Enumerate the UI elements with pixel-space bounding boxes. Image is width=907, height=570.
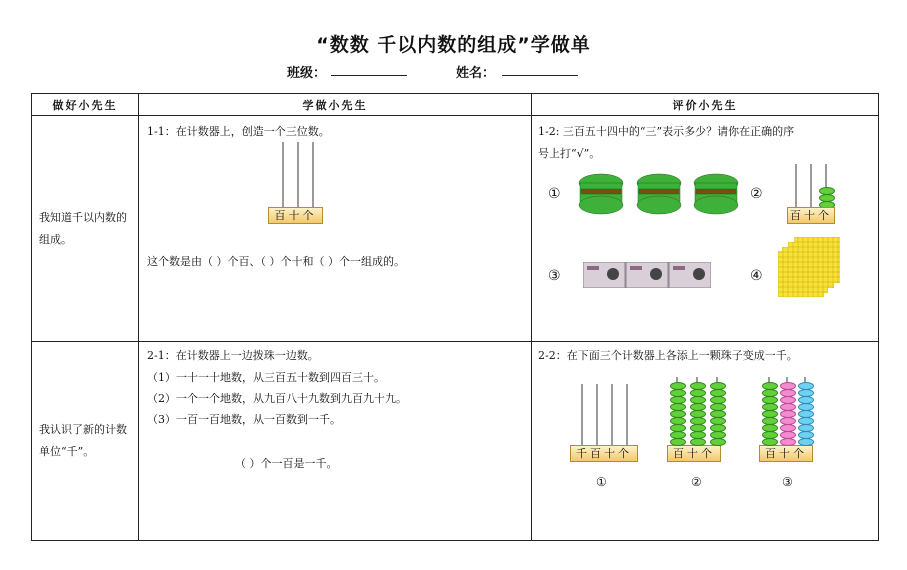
abacus-bead[interactable]	[762, 417, 778, 425]
abacus-bead[interactable]	[690, 396, 706, 404]
option-3-banknotes	[583, 262, 711, 288]
abacus-bead[interactable]	[670, 382, 686, 390]
fill-blank-1-1[interactable]: 这个数是由（ ）个百、（ ）个十和（ ）个一组成的。	[147, 255, 405, 268]
task-2-2: 2-2：在下面三个计数器上各添上一颗珠子变成一千。	[538, 349, 798, 362]
task-2-1-item-3: （3）一百一百地数，从一百数到一千。	[147, 413, 341, 426]
abacus-bead[interactable]	[710, 382, 726, 390]
abacus-bead[interactable]	[670, 438, 686, 446]
abacus-bead[interactable]	[710, 410, 726, 418]
abacus-bead[interactable]	[710, 438, 726, 446]
name-label: 姓名：	[456, 66, 496, 81]
row1-eval-cell	[532, 116, 879, 342]
abacus-bead[interactable]	[710, 403, 726, 411]
abacus-bead[interactable]	[690, 382, 706, 390]
fill-blank-2-1[interactable]: （ ）个一百是一千。	[235, 457, 338, 470]
task-2-1: 2-1：在计数器上一边拨珠一边数。	[147, 349, 319, 362]
abacus-bead[interactable]	[690, 403, 706, 411]
row2-learn-cell	[139, 342, 532, 541]
abacus-bead[interactable]	[762, 424, 778, 432]
abacus-bead[interactable]	[762, 410, 778, 418]
column-header-1: 做好小先生	[32, 94, 139, 116]
abacus-2-mark: ②	[691, 475, 702, 489]
column-header-3: 评价小先生	[532, 94, 879, 116]
abacus-bead[interactable]	[670, 389, 686, 397]
abacus-bead[interactable]	[798, 389, 814, 397]
option-1-bundles-of-sticks	[573, 171, 750, 219]
page-title: “数数 千以内数的组成”学做单	[316, 34, 591, 56]
abacus-bead[interactable]	[690, 431, 706, 439]
abacus-bead[interactable]	[798, 417, 814, 425]
task-1-1: 1-1：在计数器上，创造一个三位数。	[147, 125, 330, 138]
class-label: 班级：	[287, 66, 327, 81]
row2-goal-text: 我认识了新的计数单位“千”。	[39, 423, 127, 458]
abacus-bead[interactable]	[690, 438, 706, 446]
abacus-1-base: 千百十个	[570, 445, 638, 462]
abacus-bead[interactable]	[780, 403, 796, 411]
abacus-bead[interactable]	[780, 410, 796, 418]
task-2-1-item-1: （1）一十一十地数，从三百五十数到四百三十。	[147, 371, 385, 384]
abacus-3-base: 百十个	[759, 445, 813, 462]
abacus-bead[interactable]	[798, 438, 814, 446]
option-2-abacus-base: 百十个	[787, 207, 835, 224]
row1-learn-cell	[139, 116, 532, 342]
option-3-mark[interactable]: ③	[548, 268, 561, 284]
task-2-1-item-2: （2）一个一个地数，从九百八十九数到九百九十九。	[147, 392, 407, 405]
abacus-bead[interactable]	[690, 424, 706, 432]
option-2-mark[interactable]: ②	[750, 186, 763, 202]
abacus-bead[interactable]	[780, 396, 796, 404]
class-field[interactable]	[331, 75, 407, 76]
abacus-1-mark: ①	[596, 475, 607, 489]
abacus-base: 百十个	[268, 207, 323, 224]
abacus-bead[interactable]	[710, 417, 726, 425]
abacus-bead[interactable]	[798, 424, 814, 432]
abacus-bead[interactable]	[780, 438, 796, 446]
abacus-bead[interactable]	[690, 389, 706, 397]
option-1-mark[interactable]: ①	[548, 186, 561, 202]
row1-goal	[32, 116, 139, 342]
abacus-bead[interactable]	[798, 431, 814, 439]
abacus-bead[interactable]	[780, 382, 796, 390]
abacus-bead[interactable]	[798, 382, 814, 390]
abacus-bead[interactable]	[670, 396, 686, 404]
abacus-bead[interactable]	[670, 424, 686, 432]
worksheet-table	[31, 93, 879, 541]
abacus-bead[interactable]	[670, 410, 686, 418]
abacus-bead[interactable]	[690, 417, 706, 425]
row1-goal-text: 我知道千以内数的组成。	[39, 210, 127, 246]
abacus-bead[interactable]	[762, 431, 778, 439]
column-header-2: 学做小先生	[139, 94, 532, 116]
abacus-bead[interactable]	[780, 424, 796, 432]
abacus-bead[interactable]	[798, 410, 814, 418]
abacus-bead[interactable]	[670, 403, 686, 411]
abacus-bead[interactable]	[762, 389, 778, 397]
abacus-3-mark: ③	[782, 475, 793, 489]
abacus-bead[interactable]	[710, 396, 726, 404]
row2-eval-cell	[532, 342, 879, 541]
abacus-bead[interactable]	[690, 410, 706, 418]
abacus-bead[interactable]	[780, 389, 796, 397]
abacus-bead[interactable]	[710, 424, 726, 432]
abacus-bead[interactable]	[762, 382, 778, 390]
abacus-bead[interactable]	[798, 396, 814, 404]
abacus-bead[interactable]	[762, 438, 778, 446]
name-field[interactable]	[502, 75, 578, 76]
abacus-bead[interactable]	[780, 431, 796, 439]
abacus-bead[interactable]	[798, 403, 814, 411]
option-4-hundred-flats	[778, 237, 842, 297]
abacus-bead[interactable]	[762, 396, 778, 404]
row2-goal	[32, 342, 139, 541]
abacus-bead[interactable]	[710, 389, 726, 397]
abacus-bead[interactable]	[780, 417, 796, 425]
task-1-2-line2: 号上打“√”。	[538, 147, 601, 160]
abacus-bead[interactable]	[710, 431, 726, 439]
abacus-bead[interactable]	[762, 403, 778, 411]
abacus-2-base: 百十个	[667, 445, 721, 462]
option-4-mark[interactable]: ④	[750, 268, 763, 284]
task-1-2-line1: 1-2: 三百五十四中的“三”表示多少？请你在正确的序	[538, 125, 795, 138]
abacus-bead[interactable]	[670, 431, 686, 439]
abacus-bead[interactable]	[670, 417, 686, 425]
